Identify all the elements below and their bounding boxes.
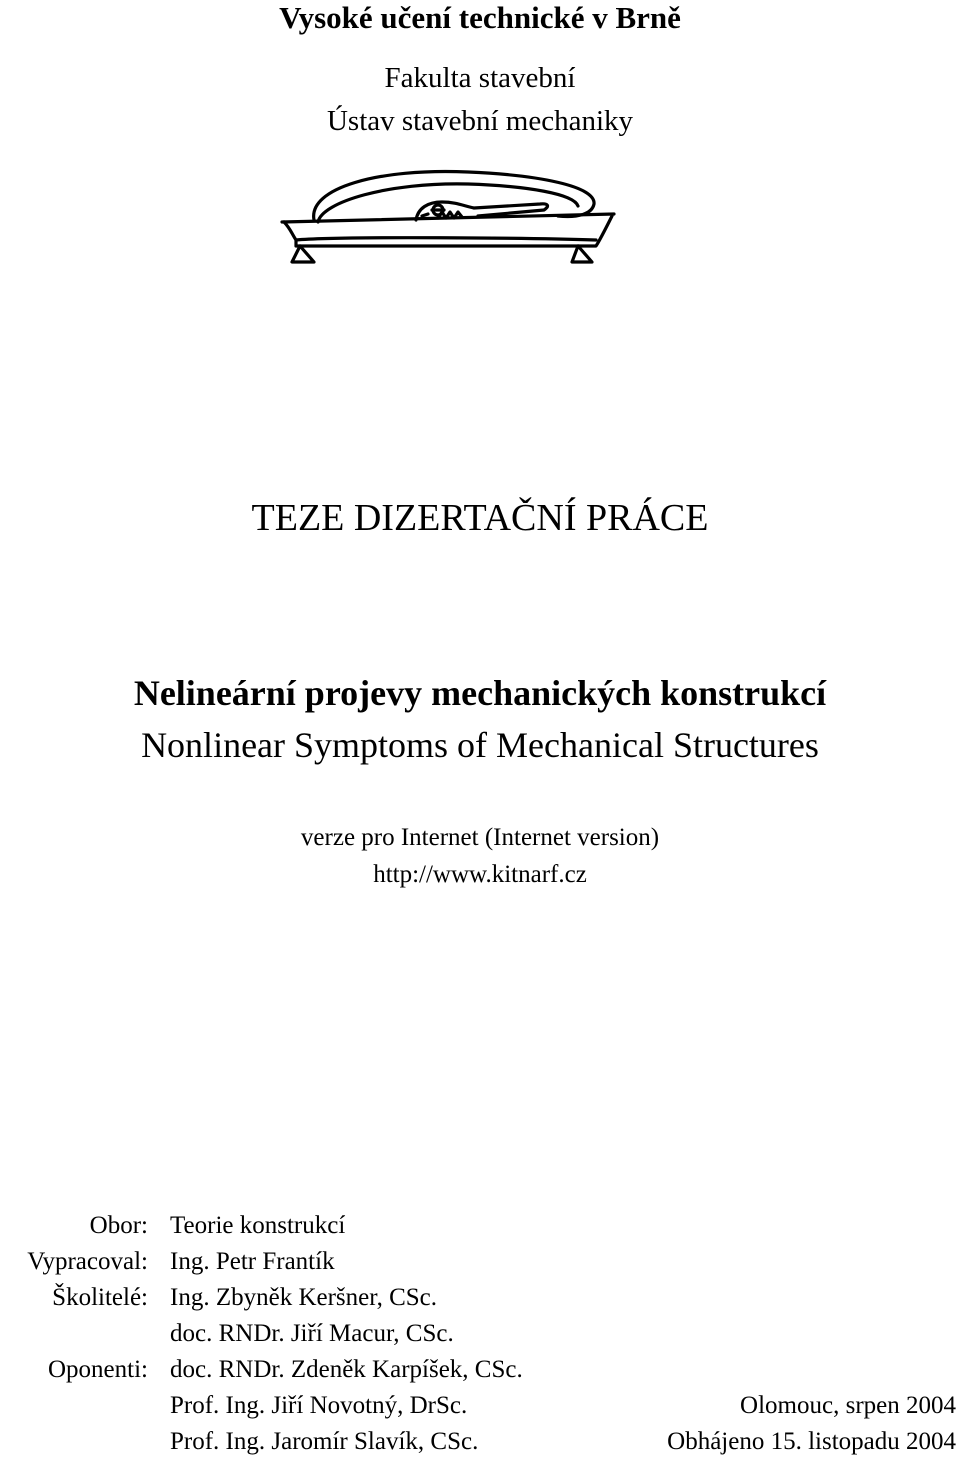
author-label: Vypracoval:	[27, 1248, 148, 1275]
credits-row-supervisor-2	[0, 1316, 960, 1352]
opponent-name: Prof. Ing. Jaromír Slavík, CSc.	[170, 1428, 479, 1455]
place-date: Olomouc, srpen 2004	[740, 1392, 956, 1419]
credits-row-author	[0, 1244, 960, 1280]
title-czech: Nelineární projevy mechanických konstrukcí	[133, 673, 827, 713]
opponents-label: Oponenti:	[48, 1356, 148, 1383]
defense-date: Obhájeno 15. listopadu 2004	[667, 1428, 956, 1455]
version-note: verze pro Internet (Internet version)	[300, 824, 660, 851]
website-url[interactable]: http://www.kitnarf.cz	[373, 861, 587, 888]
supervisors-label: Školitelé:	[52, 1284, 148, 1311]
beam-crocodile-logo-icon	[278, 158, 618, 270]
field-value: Teorie konstrukcí	[170, 1212, 346, 1239]
credits-row-field	[0, 1208, 960, 1244]
thesis-type: TEZE DIZERTAČNÍ PRÁCE	[251, 497, 709, 539]
opponent-name: doc. RNDr. Zdeněk Karpíšek, CSc.	[170, 1356, 523, 1383]
field-label: Obor:	[89, 1212, 148, 1239]
author-value: Ing. Petr Frantík	[170, 1248, 335, 1275]
faculty-name: Fakulta stavební	[384, 62, 576, 94]
credits-row-opponent-2	[0, 1388, 960, 1424]
supervisor-name: Ing. Zbyněk Keršner, CSc.	[170, 1284, 437, 1311]
credits-block	[0, 1208, 960, 1460]
institute-name: Ústav stavební mechaniky	[326, 105, 634, 137]
credits-row-opponent-3	[0, 1424, 960, 1460]
university-name: Vysoké učení technické v Brně	[279, 0, 681, 35]
title-english: Nonlinear Symptoms of Mechanical Structures	[141, 725, 819, 765]
opponent-name: Prof. Ing. Jiří Novotný, DrSc.	[170, 1392, 468, 1419]
credits-row-supervisor-1	[0, 1280, 960, 1316]
credits-row-opponent-1	[0, 1352, 960, 1388]
supervisor-name: doc. RNDr. Jiří Macur, CSc.	[170, 1320, 454, 1347]
